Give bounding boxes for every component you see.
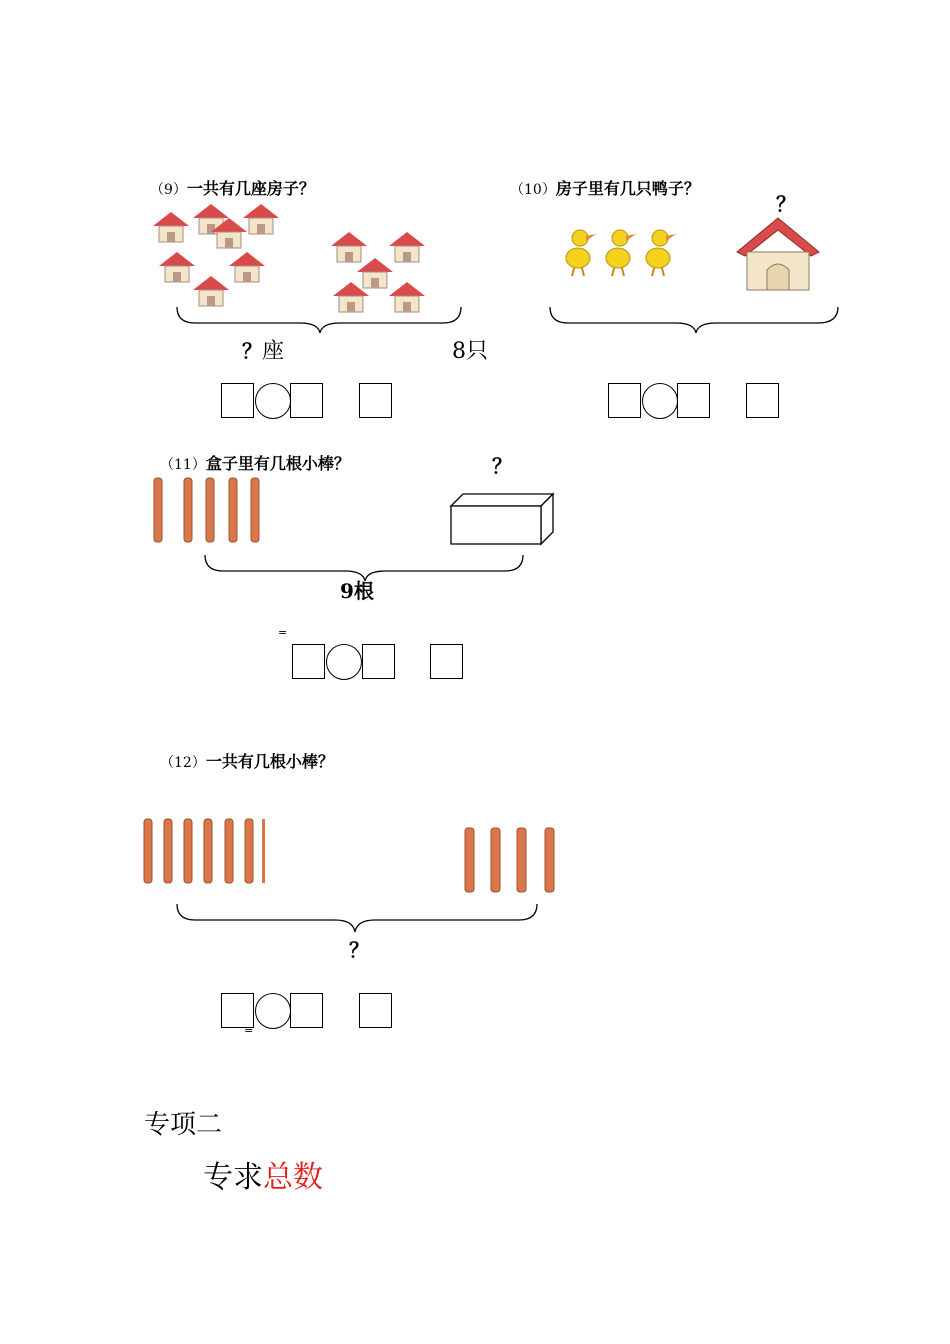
stick-icon — [465, 828, 474, 892]
section-heading: 专项二 — [144, 1110, 223, 1140]
q10-question: 房子里有几只鸭子？ — [555, 179, 700, 198]
q9-brace — [175, 305, 465, 335]
q12-question-mark: ？ — [349, 938, 369, 962]
box-icon — [449, 492, 559, 550]
stick-icon — [491, 828, 500, 892]
q11-equals-mark: = — [278, 626, 288, 639]
q12-equals-mark: = — [244, 1024, 254, 1037]
q12-answer-box-2[interactable] — [290, 993, 323, 1028]
stick-icon — [545, 828, 554, 892]
duck-icon — [646, 230, 676, 276]
q9-left-label — [242, 334, 284, 365]
q12-sticks-right — [461, 826, 561, 896]
q10-ducks — [560, 220, 690, 280]
stick-icon — [225, 819, 233, 883]
q12-operator-circle[interactable] — [255, 993, 291, 1029]
stick-icon — [154, 478, 162, 542]
q9-title — [150, 176, 315, 199]
q10-operator-circle[interactable] — [642, 383, 678, 419]
q11-number: （11） — [160, 457, 206, 473]
q11-question-mark: ？ — [492, 454, 512, 478]
q9-number: （9） — [150, 182, 187, 198]
house-icon — [331, 232, 367, 262]
house-icon — [153, 212, 189, 242]
stick-icon — [245, 819, 253, 883]
q11-result-box[interactable] — [430, 644, 463, 679]
duck-icon — [606, 230, 636, 276]
q9-unit: 座 — [262, 339, 285, 364]
q9-right-label: 8只 — [452, 339, 488, 364]
q9-houses — [145, 200, 445, 310]
stick-icon — [184, 478, 192, 542]
q11-question: 盒子里有几根小棒？ — [205, 454, 350, 473]
stick-icon — [229, 478, 237, 542]
q12-sticks-left — [142, 817, 272, 887]
house-icon — [159, 252, 195, 282]
house-icon — [243, 204, 279, 234]
q11-answer-box-2[interactable] — [362, 644, 395, 679]
q12-result-box[interactable] — [359, 993, 392, 1028]
q12-question: 一共有几根小棒？ — [205, 752, 334, 771]
q12-answer-box-1[interactable] — [221, 993, 254, 1028]
stick-icon — [206, 478, 214, 542]
house-icon — [389, 232, 425, 262]
q10-answer-box-2[interactable] — [677, 383, 710, 418]
house-icon — [193, 276, 229, 306]
duck-icon — [566, 230, 596, 276]
q11-title — [160, 451, 350, 474]
q10-title — [510, 176, 700, 199]
stick-icon — [251, 478, 259, 542]
house-icon — [357, 258, 393, 288]
stick-icon — [144, 819, 152, 883]
q12-brace — [175, 902, 545, 934]
q9-operator-circle[interactable] — [255, 383, 291, 419]
q10-number: （10） — [510, 182, 556, 198]
q10-answer-box-1[interactable] — [608, 383, 641, 418]
stick-icon — [164, 819, 172, 883]
q11-total-label: 9根 — [340, 579, 374, 603]
house-icon — [733, 214, 823, 294]
q10-question-mark: ？ — [776, 192, 796, 216]
q9-question-mark: ？ — [242, 339, 262, 363]
section-subheading — [203, 1152, 323, 1196]
q9-result-box[interactable] — [359, 383, 392, 418]
stick-icon — [204, 819, 212, 883]
q11-answer-box-1[interactable] — [292, 644, 325, 679]
q9-answer-box-2[interactable] — [290, 383, 323, 418]
stick-icon — [517, 828, 526, 892]
q12-number: （12） — [160, 755, 206, 771]
subheading-highlight: 总数 — [263, 1160, 323, 1195]
q11-sticks — [150, 476, 270, 546]
q10-result-box[interactable] — [746, 383, 779, 418]
subheading-plain: 专求 — [203, 1160, 263, 1195]
q9-answer-box-1[interactable] — [221, 383, 254, 418]
stick-icon — [184, 819, 192, 883]
q10-brace — [548, 305, 843, 335]
q9-question: 一共有几座房子？ — [186, 179, 315, 198]
q11-operator-circle[interactable] — [326, 644, 362, 680]
house-icon — [229, 252, 265, 282]
stick-icon — [262, 819, 265, 883]
q12-title — [160, 749, 334, 772]
